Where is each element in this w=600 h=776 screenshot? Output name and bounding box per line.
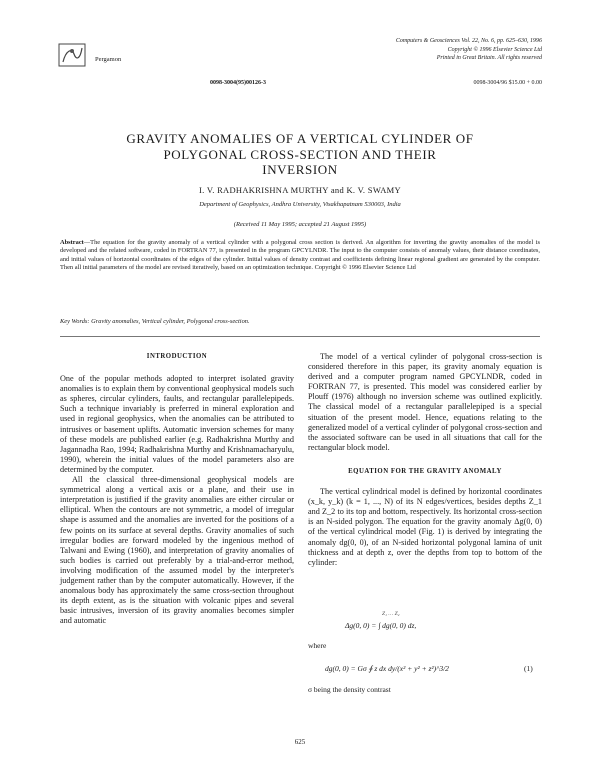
pii-code: 0098-3004(95)00126-3 (210, 80, 266, 86)
equation-paragraph: The vertical cylindrical model is defined by horizontal coordinates (x_k, y_k) (k = 1, ..., N) of its N edges/vertices, besides depths Z_1 and Z_2 to its top and bottom, respectively. Its horizontal cross-section is an N-sided polygon. The equation for the gravity anomaly Δg(0, 0) of the vertical cylindrical model (Fig. 1) is derived by integrating the anomaly dg(0, 0), of an N-sided horizontal polygonal lamina of unit thickness and at depth z, over the depths from top to bottom of the cylinder: (308, 487, 542, 567)
equation-tail: σ being the density contrast (308, 685, 391, 694)
journal-info (322, 37, 542, 63)
abstract-label: Abstract (60, 239, 84, 246)
divider (60, 336, 540, 337)
abstract (60, 239, 540, 272)
publisher-logo-icon (58, 42, 88, 68)
abstract-text: —The equation for the gravity anomaly of a vertical cylinder with a polygonal cross section is derived. An algorithm for inverting the gravity anomalies of the model is developed and the related software, coded in FORTRAN 77, is presented in the program GPCYLNDR. The input to the computer consists of anomaly values, their distance coordinates, and initial values of horizontal coordinates of the edges of the cylinder. Initial values of density contrast and coefficients defining linear regional gradient are generated by the computer. Then all initial parameters of the model are revised iteratively, based on an optimization technique. Copyright © 1996 Elsevier Science Ltd (60, 239, 540, 271)
right-column (308, 352, 542, 568)
title-line: GRAVITY ANOMALIES OF A VERTICAL CYLINDER OF (126, 131, 474, 146)
title-line: POLYGONAL CROSS-SECTION AND THEIR (163, 146, 437, 162)
where-label: where (308, 641, 327, 650)
keywords-text: Gravity anomalies, Vertical cylinder, Polygonal cross-section. (91, 318, 250, 325)
equation-2: dg(0, 0) = Gσ ∮ z dx dy/(x² + y² + z²)^3/2 (325, 664, 449, 673)
publisher-name: Pergamon (95, 56, 122, 63)
intro-paragraph: All the classical three-dimensional geophysical models are symmetrical along a vertical axis or a plane, and their use in interpretation is justified if the gravity anomalies are either circular or elliptical. When the contours are not symmetric, a model of irregular shape is assumed and the anomalies are inverted for the positions of a few points on its surface at several depths. Gravity anomalies of such irregular bodies are forward modeled by the ingenious method of Talwani and Ewing (1960), and interpretation of gravity anomalies of such bodies is carried out preferably by a trial-and-error method, involving modification of the assumed model by the interpreter's judgement rather than by the computer automatically. However, if the anomalous body has approximately the same cross-section throughout its depth extent, as is the situation with volcanic pipes and several basic intrusives, inversion of its gravity anomalies becomes simpler and automatic (60, 475, 294, 626)
authors: I. V. RADHAKRISHNA MURTHY and K. V. SWAMY (199, 185, 401, 195)
journal-line: Computers & Geosciences Vol. 22, No. 6, pp. 625–630, 1996 (395, 38, 542, 44)
equation-1: Δg(0, 0) = ∫ dg(0, 0) dz, (345, 621, 417, 630)
page-number: 625 (294, 738, 306, 746)
title-line: INVERSION (262, 162, 338, 177)
received-dates: (Received 11 May 1995; accepted 21 August 1995) (233, 221, 367, 228)
left-column (60, 352, 294, 626)
equation-number: (1) (524, 664, 533, 673)
integral-limits: Z₁ … Z₂ (382, 611, 400, 617)
affiliation: Department of Geophysics, Andhra University, Visakhapatnam 530003, India (199, 201, 401, 208)
journal-line: Copyright © 1996 Elsevier Science Ltd (447, 46, 542, 53)
paper-title (60, 131, 540, 178)
keywords-label: Key Words: (60, 318, 90, 325)
section-heading-introduction: INTRODUCTION (146, 353, 208, 360)
issn-price: 0098-3004/96 $15.00 + 0.00 (473, 80, 542, 86)
journal-line: Printed in Great Britain. All rights reserved (436, 55, 542, 61)
keywords (60, 318, 540, 325)
intro-paragraph: One of the popular methods adopted to interpret isolated gravity anomalies is to explain them by conventional geophysical models such as spheres, circular cylinders, faults, and rectangular parallelepipeds. Such a technique invariably is preferred in mineral exploration and used in regional geophysics, when the anomalies can be attributed to intrusives or basement uplifts. Automatic inversion schemes for many of these models are published earlier (e.g. Radhakrishna Murthy and Jagannadha Rao, 1994; Radhakrishna Murthy and Krishnamacharyulu, 1990), wherein the initial values of the model parameters also are determined by the computer. (60, 374, 294, 474)
model-paragraph: The model of a vertical cylinder of polygonal cross-section is considered therefore in this paper, its gravity anomaly equation is derived and a computer program named GPCYLNDR, coded in FORTRAN 77, is presented. This model was considered earlier by Plouff (1976) although no inversion scheme was outlined explicitly. The classical model of a rectangular parallelepiped is a special situation of the present model. Hence, equations relating to the generalized model of a vertical cylinder of polygonal cross-section and the associated software can be used in all situations that call for the rectangular block model. (308, 352, 542, 452)
section-heading-equation: EQUATION FOR THE GRAVITY ANOMALY (348, 467, 502, 475)
